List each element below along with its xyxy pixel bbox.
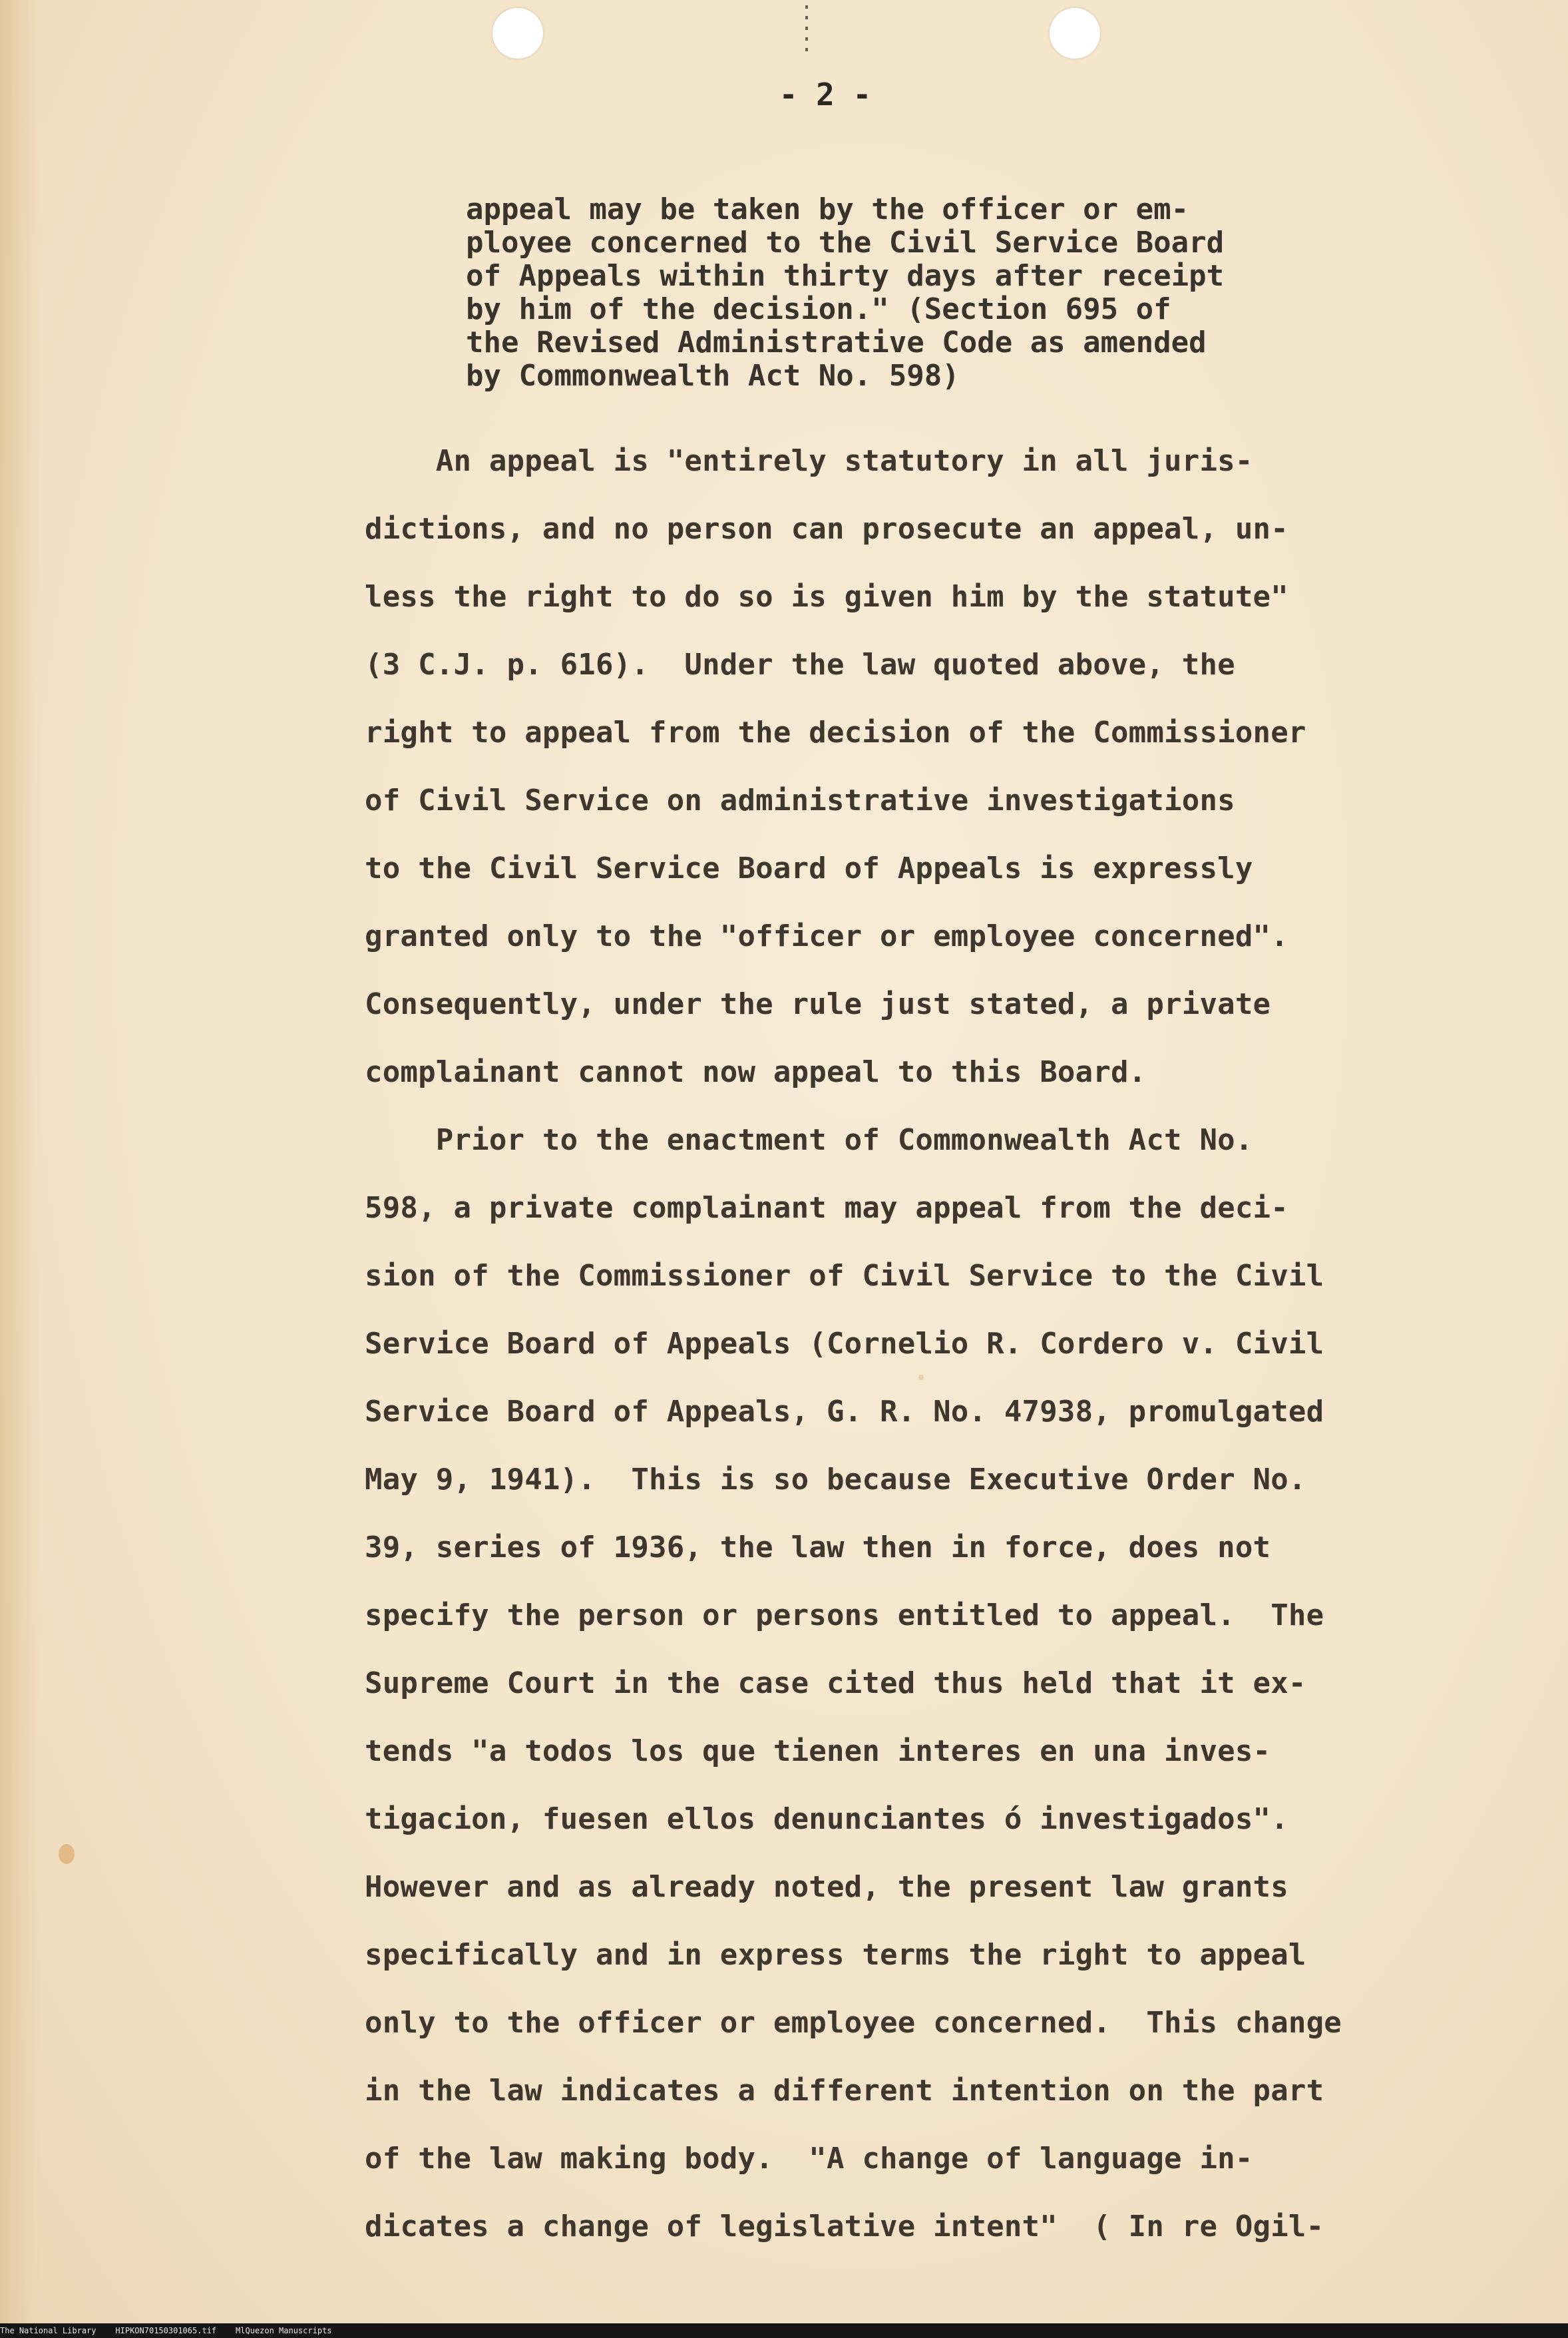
body-line: to the Civil Service Board of Appeals is expressly	[365, 851, 1253, 885]
body-line: of Civil Service on administrative investigations	[365, 784, 1235, 818]
punch-hole-right	[1050, 8, 1100, 59]
body-line: in the law indicates a different intention on the part	[365, 2074, 1324, 2108]
body-line: 39, series of 1936, the law then in force, does not	[365, 1530, 1271, 1564]
quote-line: the Revised Administrative Code as amended	[466, 326, 1207, 359]
punch-hole-left	[492, 8, 543, 59]
body-line: Prior to the enactment of Commonwealth Act No.	[365, 1123, 1253, 1157]
footer-library: The National Library	[0, 2326, 97, 2335]
body-line: right to appeal from the decision of the Commissioner	[365, 716, 1306, 750]
footer-filename: HIPKON70150301065.tif	[115, 2326, 217, 2335]
paper-stain	[59, 1844, 75, 1864]
quote-line: appeal may be taken by the officer or em-	[466, 192, 1189, 226]
body-line: less the right to do so is given him by the statute"	[365, 580, 1288, 614]
page-number: - 2 -	[779, 77, 872, 113]
body-line: tigacion, fuesen ellos denunciantes ó investigados".	[365, 1802, 1288, 1836]
body-line: only to the officer or employee concerned. This change	[365, 2006, 1342, 2040]
body-line: tends "a todos los que tienen interes en una inves-	[365, 1734, 1271, 1768]
quote-line: ployee concerned to the Civil Service Board	[466, 226, 1225, 260]
body-line: dictions, and no person can prosecute an appeal, un-	[365, 512, 1288, 546]
body-line: complainant cannot now appeal to this Board.	[365, 1055, 1147, 1089]
page-edge-shading	[0, 0, 40, 2323]
footer-collection: MlQuezon Manuscripts	[236, 2326, 332, 2335]
body-line: However and as already noted, the present law grants	[365, 1870, 1288, 1904]
punch-marks	[805, 5, 808, 53]
body-line: An appeal is "entirely statutory in all juris-	[365, 444, 1253, 478]
quote-line: by Commonwealth Act No. 598)	[466, 359, 960, 393]
body-line: specifically and in express terms the right to appeal	[365, 1938, 1306, 1972]
body-line: granted only to the "officer or employee concerned".	[365, 919, 1288, 953]
body-line: Supreme Court in the case cited thus held that it ex-	[365, 1666, 1306, 1700]
body-line: sion of the Commissioner of Civil Service to the Civil	[365, 1259, 1324, 1293]
body-text	[365, 427, 1496, 2261]
quote-line: by him of the decision." (Section 695 of	[466, 292, 1171, 326]
body-line: of the law making body. "A change of language in-	[365, 2142, 1253, 2176]
quoted-statute-block	[466, 193, 1398, 393]
body-line: 598, a private complainant may appeal from the deci-	[365, 1191, 1288, 1225]
body-line: dicates a change of legislative intent" ( In re Ogil-	[365, 2210, 1324, 2243]
body-line: Service Board of Appeals (Cornelio R. Cordero v. Civil	[365, 1327, 1324, 1361]
body-line: (3 C.J. p. 616). Under the law quoted above, the	[365, 648, 1235, 682]
body-line: Service Board of Appeals, G. R. No. 47938, promulgated	[365, 1395, 1324, 1429]
body-line: specify the person or persons entitled to appeal. The	[365, 1598, 1324, 1632]
scan-footer-bar	[0, 2323, 1568, 2338]
body-line: Consequently, under the rule just stated, a private	[365, 987, 1271, 1021]
quote-line: of Appeals within thirty days after receipt	[466, 259, 1225, 293]
body-line: May 9, 1941). This is so because Executive Order No.	[365, 1463, 1306, 1497]
